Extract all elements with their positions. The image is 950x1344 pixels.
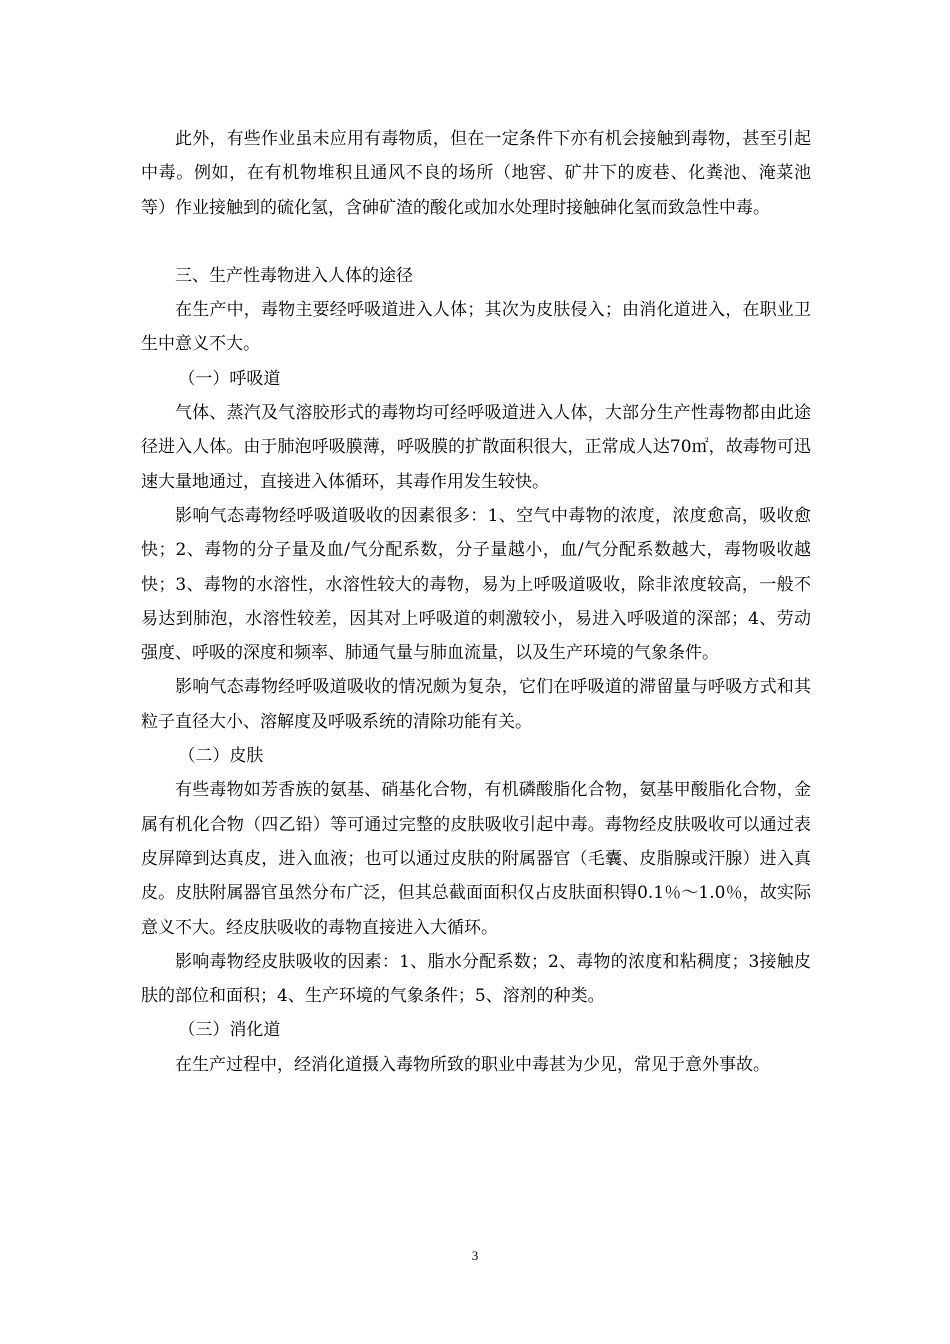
paragraph-skin-1: 有些毒物如芳香族的氨基、硝基化合物，有机磷酸脂化合物，氨基甲酸脂化合物，金属有机化合物（四乙铅）等可通过完整的皮肤吸收引起中毒。毒物经皮肤吸收可以通过表皮屏障到达真皮，进入血液；也可以通过皮肤的附属器官（毛囊、皮脂腺或汗腺）进入真皮。皮肤附属器官虽然分布广泛，但其总截面面积仅占皮肤面积锝0.1％～1.0％，故实际意义不大。经皮肤吸收的毒物直接进入大循环。 (141, 780, 811, 938)
page-number: 3 (471, 1248, 479, 1263)
paragraph-digestive-1: 在生产过程中，经消化道摄入毒物所致的职业中毒甚为少见，常见于意外事故。 (175, 1054, 770, 1075)
document-page (141, 122, 811, 1082)
paragraph-skin-2: 影响毒物经皮肤吸收的因素：1、脂水分配系数；2、毒物的浓度和粘稠度；3接触皮肤的部位和面积；4、生产环境的气象条件；5、溶剂的种类。 (141, 951, 811, 1007)
subsection-title-respiratory: （一）呼吸道 (178, 368, 281, 389)
section-gap (141, 225, 811, 259)
paragraph-respiratory-1: 气体、蒸汽及气溶胶形式的毒物均可经呼吸道进入人体，大部分生产性毒物都由此途径进入人体。由于肺泡呼吸膜薄，呼吸膜的扩散面积很大，正常成人达70㎡，故毒物可迅速大量地通过，直接进入体循环，其毒作用发生较快。 (141, 403, 811, 492)
subsection-title-skin: （二）皮肤 (178, 746, 264, 767)
section-intro-paragraph: 在生产中，毒物主要经呼吸道进入人体；其次为皮肤侵入；由消化道进入，在职业卫生中意义不大。 (141, 300, 811, 355)
intro-paragraph: 此外，有些作业虽未应用有毒物质，但在一定条件下亦有机会接触到毒物，甚至引起中毒。例如，在有机物堆积且通风不良的场所（地窖、矿井下的废巷、化粪池、淹菜池等）作业接触到的硫化氢，含砷矿渣的酸化或加水处理时接触砷化氢而致急性中毒。 (141, 129, 811, 218)
paragraph-respiratory-3: 影响气态毒物经呼吸道吸收的情况颇为复杂，它们在呼吸道的滞留量与呼吸方式和其粒子直径大小、溶解度及呼吸系统的清除功能有关。 (141, 677, 811, 732)
section-title: 三、生产性毒物进入人体的途径 (175, 265, 413, 286)
subsection-title-digestive: （三）消化道 (178, 1020, 281, 1041)
paragraph-respiratory-2: 影响气态毒物经呼吸道吸收的因素很多：1、空气中毒物的浓度，浓度愈高，吸收愈快；2、毒物的分子量及血/气分配系数，分子量越小，血/气分配系数越大，毒物吸收越快；3、毒物的水溶性，水溶性较大的毒物，易为上呼吸道吸收，除非浓度较高，一般不易达到肺泡，水溶性较差，因其对上呼吸道的刺激较小，易进入呼吸道的深部；4、劳动强度、呼吸的深度和频率、肺通气量与肺血流量，以及生产环境的气象条件。 (141, 505, 811, 664)
